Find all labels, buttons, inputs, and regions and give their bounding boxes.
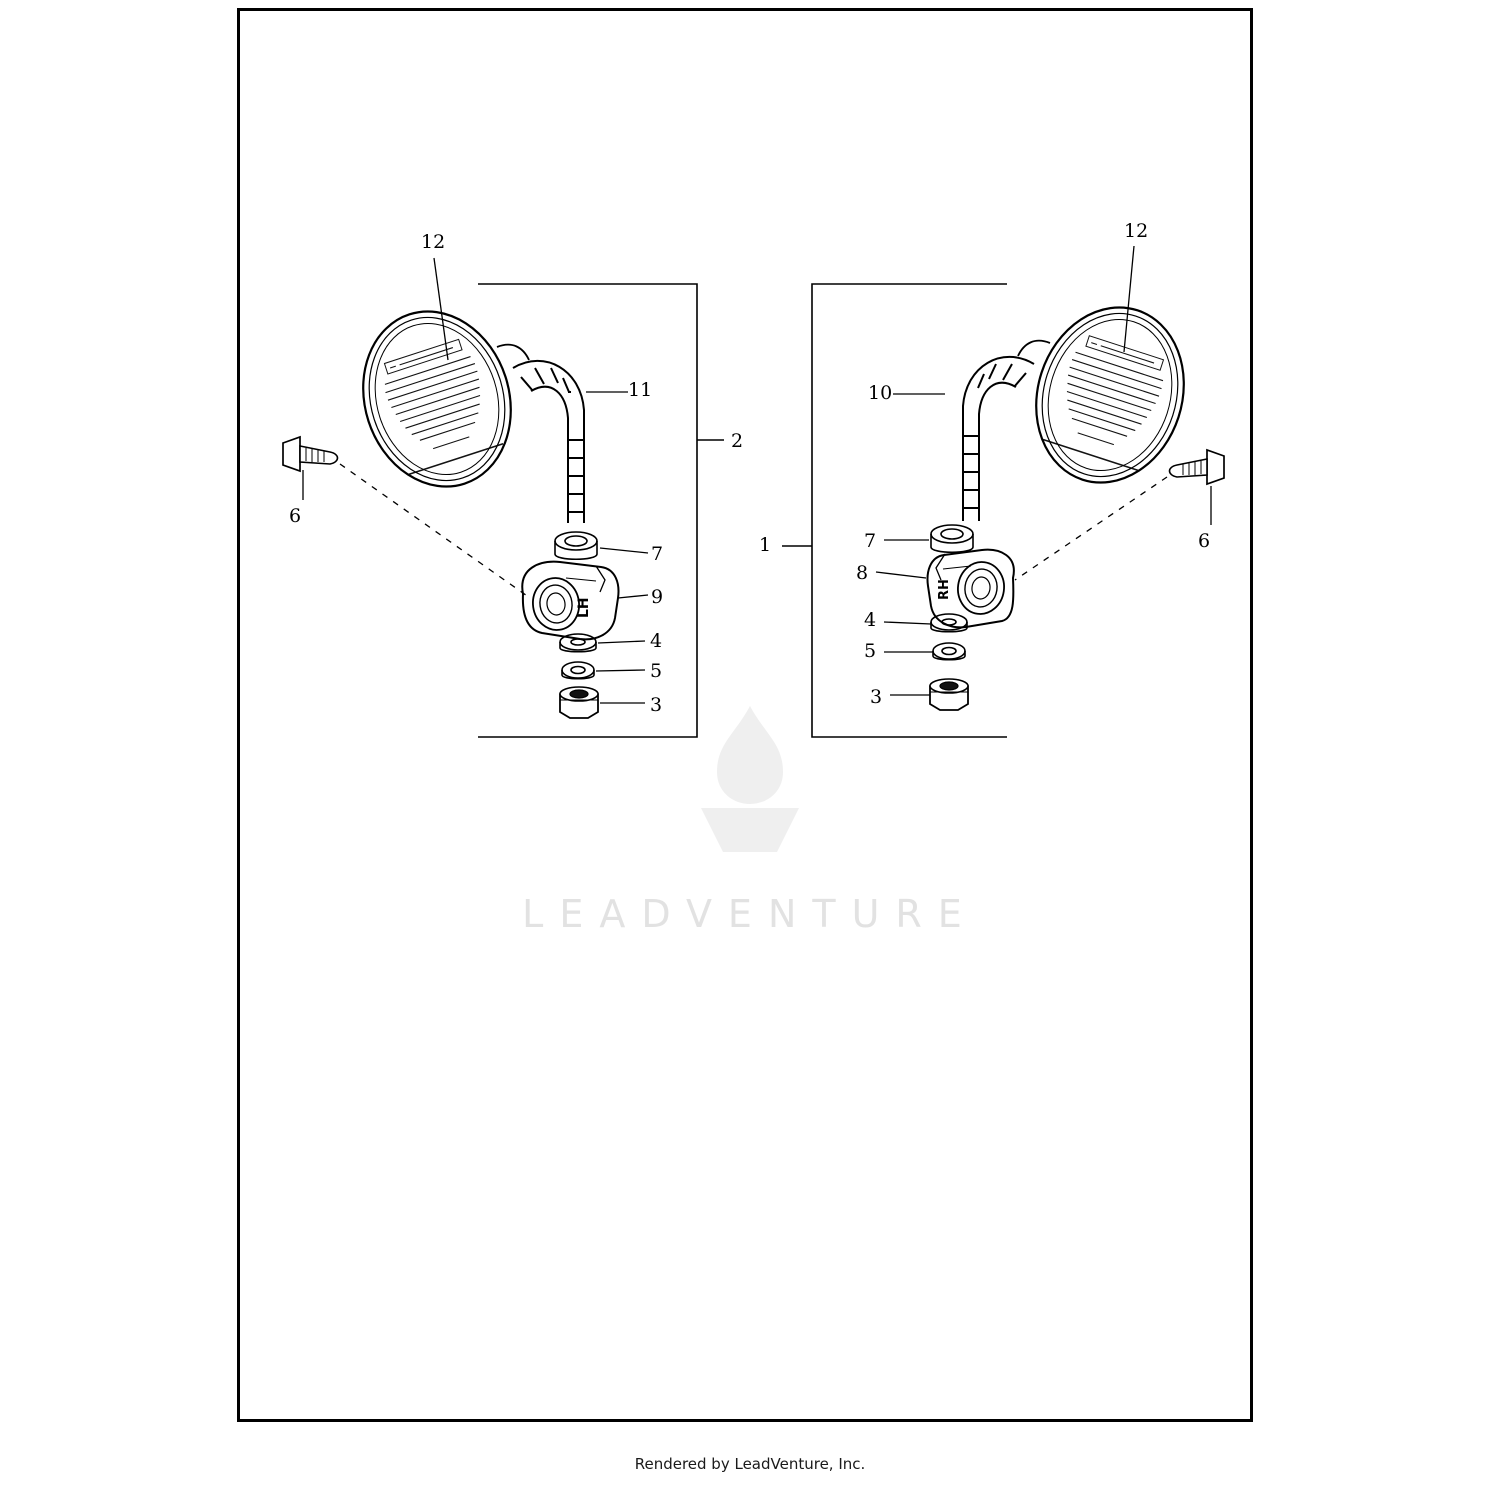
mirror-head-left <box>341 292 533 506</box>
callout-4-right: 4 <box>864 609 877 631</box>
screw-left <box>283 437 338 471</box>
callout-9-left: 9 <box>651 586 664 608</box>
callout-6-right: 6 <box>1198 530 1211 552</box>
callout-6-left: 6 <box>289 505 302 527</box>
callout-7-right: 7 <box>864 530 877 552</box>
leader-lines-right <box>876 246 1211 695</box>
watermark-text: LEADVENTURE <box>522 892 978 936</box>
callout-3-right: 3 <box>870 686 883 708</box>
callout-12-right: 12 <box>1124 220 1149 242</box>
lock-washer-right <box>933 643 965 660</box>
callout-1-bracket: 1 <box>759 534 772 556</box>
callout-10-right: 10 <box>868 382 893 404</box>
lock-washer-left <box>562 662 594 679</box>
bracket-right <box>782 284 1007 737</box>
clamp-lh <box>522 562 618 640</box>
callout-11-left: 11 <box>628 379 653 401</box>
nut-left <box>560 687 598 718</box>
clamp-rh-marking: RH <box>937 579 952 600</box>
spacer-left <box>555 532 597 559</box>
callout-5-right: 5 <box>864 640 877 662</box>
nut-right <box>930 679 968 710</box>
spacer-right <box>931 525 973 552</box>
mirror-stem-right <box>963 357 1034 521</box>
callout-8-right: 8 <box>856 562 869 584</box>
callout-2-bracket: 2 <box>731 430 744 452</box>
bracket-left <box>478 284 724 737</box>
screw-right-install-path <box>1015 477 1167 580</box>
mirror-stem-left <box>513 361 584 523</box>
callout-3-left: 3 <box>650 694 663 716</box>
callout-12-left: 12 <box>421 231 446 253</box>
footer-credit: Rendered by LeadVenture, Inc. <box>634 1455 866 1473</box>
clamp-lh-marking: LH <box>576 597 592 618</box>
callout-4-left: 4 <box>650 630 663 652</box>
callout-7-left: 7 <box>651 543 664 565</box>
screw-right <box>1170 450 1225 484</box>
callout-5-left: 5 <box>650 660 663 682</box>
